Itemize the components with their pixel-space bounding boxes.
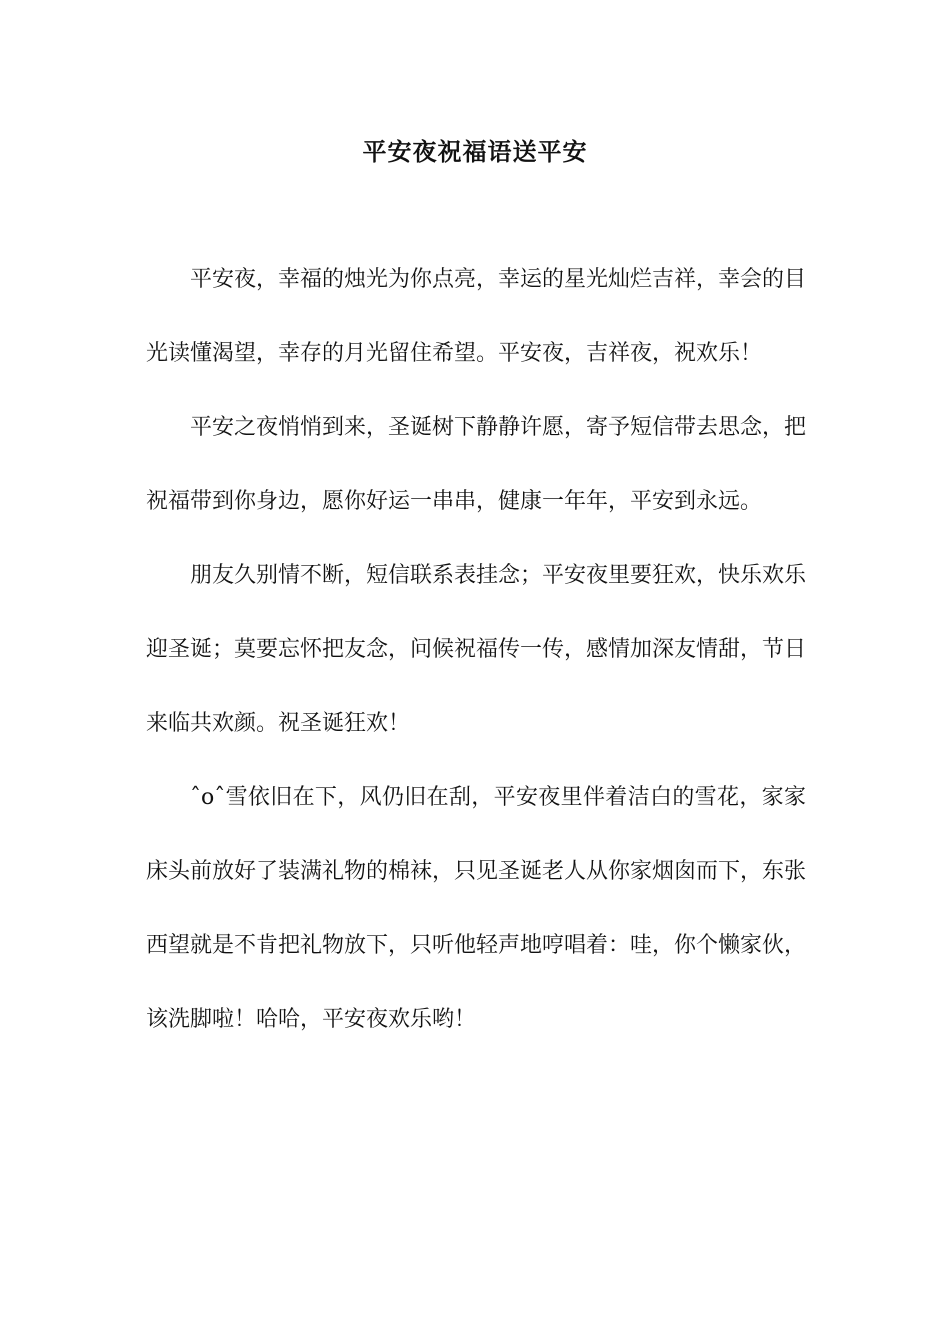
paragraph-3: 朋友久别情不断，短信联系表挂念；平安夜里要狂欢，快乐欢乐迎圣诞；莫要忘怀把友念，问候祝福传一传，感情加深友情甜，节日来临共欢颜。祝圣诞狂欢！ — [146, 563, 807, 736]
paragraph-2: 平安之夜悄悄到来，圣诞树下静静许愿，寄予短信带去思念，把祝福带到你身边，愿你好运一串串，健康一年年，平安到永远。 — [146, 415, 807, 514]
document-body — [146, 243, 806, 1057]
document-title: 平安夜祝福语送平安 — [362, 137, 588, 166]
paragraph-1: 平安夜，幸福的烛光为你点亮，幸运的星光灿烂吉祥，幸会的目光读懂渴望，幸存的月光留住希望。平安夜，吉祥夜，祝欢乐！ — [146, 267, 807, 366]
paragraph-4: ˆoˆ雪依旧在下，风仍旧在刮，平安夜里伴着洁白的雪花，家家床头前放好了装满礼物的棉袜，只见圣诞老人从你家烟囱而下，东张西望就是不肯把礼物放下，只听他轻声地哼唱着：哇，你个懒家伙，该洗脚啦！哈哈，平安夜欢乐哟！ — [146, 785, 807, 1032]
